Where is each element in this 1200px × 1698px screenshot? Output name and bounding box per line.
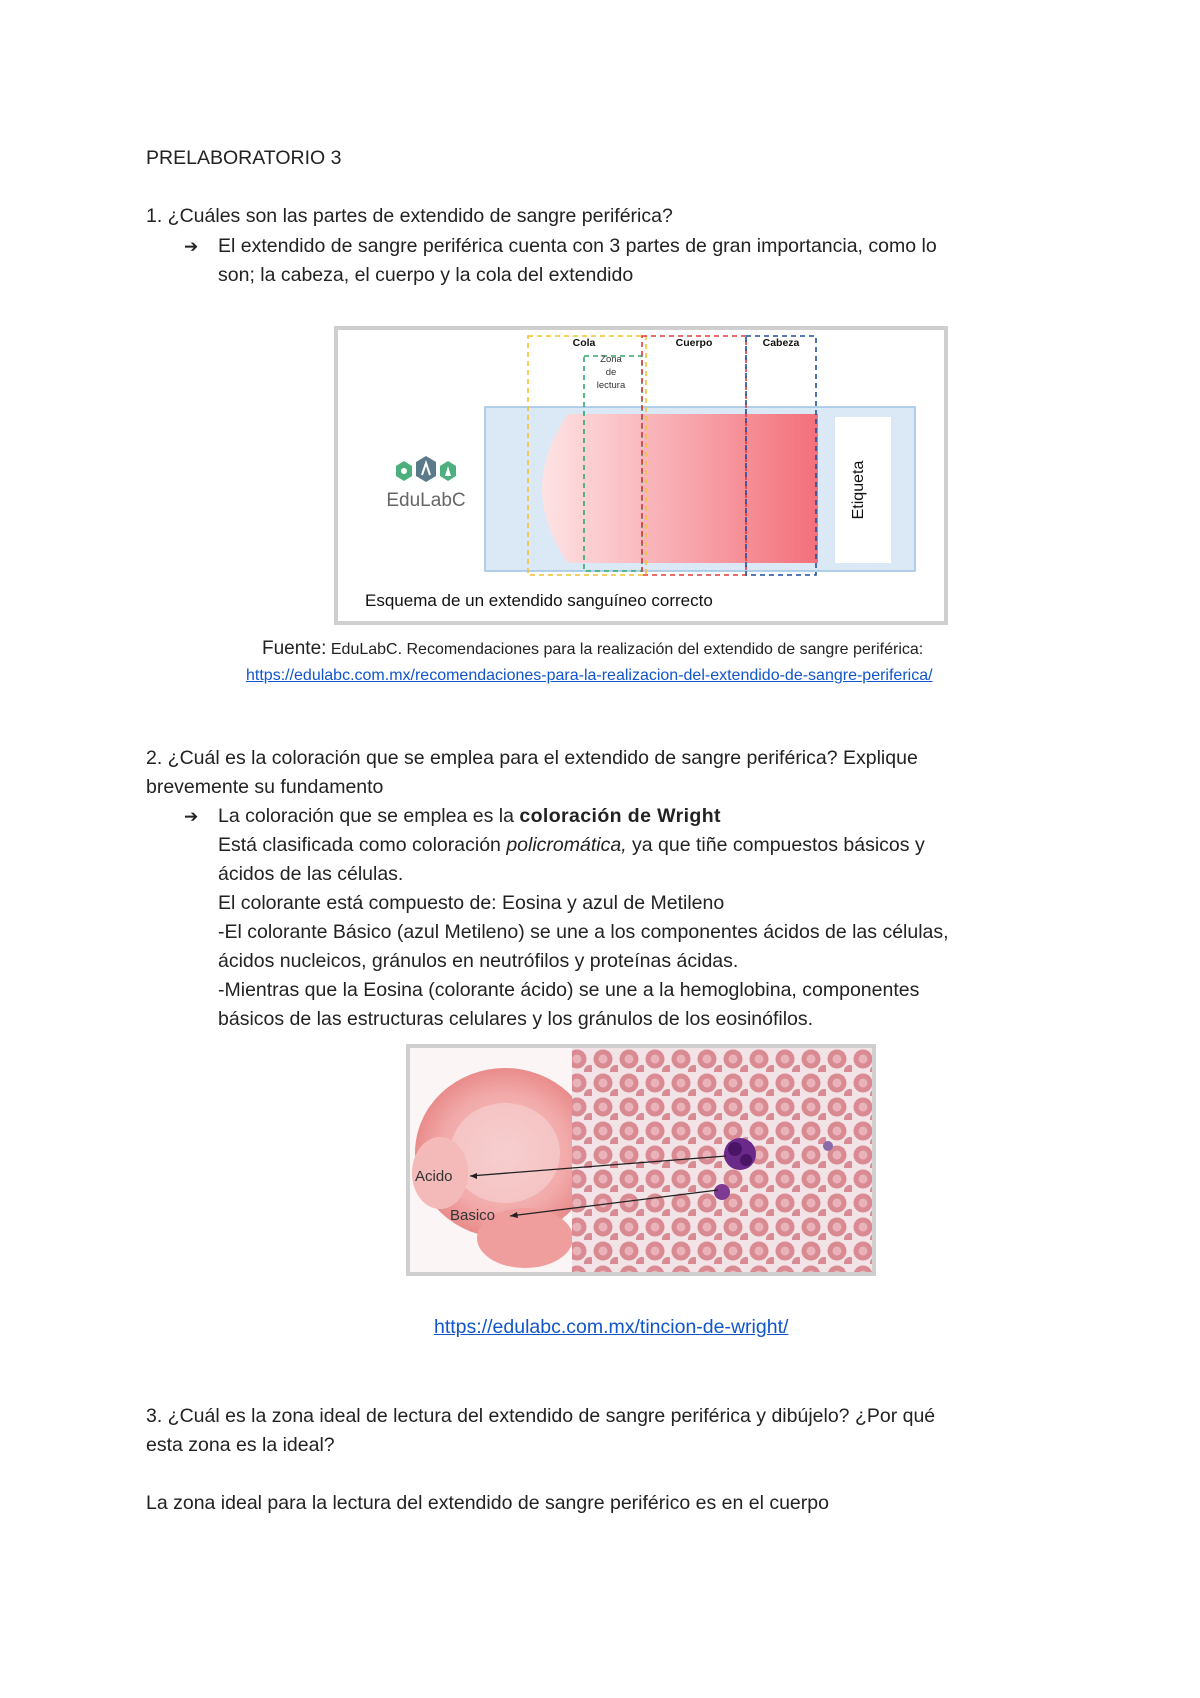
policromatica-term: policromática, bbox=[506, 834, 627, 856]
answer-2-line-2 bbox=[218, 831, 925, 860]
eosinophil bbox=[724, 1138, 756, 1170]
diagram-caption: Esquema de un extendido sanguíneo correcto bbox=[365, 591, 713, 610]
answer-2-line-2-pre: Está clasificada como coloración bbox=[218, 834, 507, 856]
micrograph-figure bbox=[406, 1044, 876, 1276]
smear-diagram bbox=[338, 330, 944, 621]
question-3-line-1: 3. ¿Cuál es la zona ideal de lectura del extendido de sangre periférica y dibújelo? ¿Por qué bbox=[146, 1405, 936, 1427]
answer-2-line-4: El colorante está compuesto de: Eosina y azul de Metileno bbox=[218, 892, 725, 914]
source-1-body: EduLabC. Recomendaciones para la realización del extendido de sangre periférica: bbox=[326, 641, 924, 658]
basophil bbox=[714, 1184, 730, 1200]
answer-1-line-2: son; la cabeza, el cuerpo y la cola del extendido bbox=[218, 264, 634, 286]
answer-2-line-6: ácidos nucleicos, gránulos en neutrófilos y proteínas ácidas. bbox=[218, 950, 739, 972]
answer-3: La zona ideal para la lectura del extendido de sangre periférico es en el cuerpo bbox=[146, 1492, 829, 1514]
etiqueta-label: Etiqueta bbox=[850, 460, 867, 520]
source-1-text bbox=[262, 636, 923, 663]
arrow-bullet-icon: ➔ bbox=[184, 237, 199, 256]
answer-2-line-8: básicos de las estructuras celulares y los gránulos de los eosinófilos. bbox=[218, 1008, 814, 1030]
wright-stain-term: coloración de Wright bbox=[519, 805, 721, 827]
zona-label-line-3: lectura bbox=[596, 380, 626, 391]
zona-label-line-1: Zona bbox=[600, 354, 622, 365]
source-1-link[interactable]: https://edulabc.com.mx/recomendaciones-para-la-realizacion-del-extendido-de-sangre-periferica/ bbox=[246, 667, 933, 684]
question-3-line-2: esta zona es la ideal? bbox=[146, 1434, 335, 1456]
question-1: 1. ¿Cuáles son las partes de extendido de sangre periférica? bbox=[146, 205, 673, 227]
edulabc-logo bbox=[396, 456, 456, 482]
answer-2-line-1 bbox=[218, 802, 721, 831]
source-2-link[interactable]: https://edulabc.com.mx/tincion-de-wright/ bbox=[434, 1316, 789, 1338]
smear-panel bbox=[572, 1048, 872, 1272]
source-1-prefix: Fuente: bbox=[262, 638, 327, 659]
basico-label: Basico bbox=[450, 1207, 496, 1224]
cuerpo-label: Cuerpo bbox=[675, 337, 713, 349]
answer-2-line-7: -Mientras que la Eosina (colorante ácido) se une a la hemoglobina, componentes bbox=[218, 979, 920, 1001]
answer-1-line-1: El extendido de sangre periférica cuenta con 3 partes de gran importancia, como lo bbox=[218, 235, 937, 257]
logo-text: EduLabC bbox=[386, 490, 466, 511]
acido-label: Acido bbox=[415, 1168, 453, 1185]
micrograph bbox=[410, 1048, 872, 1272]
cabeza-label: Cabeza bbox=[762, 337, 800, 349]
page-title: PRELABORATORIO 3 bbox=[146, 147, 342, 169]
question-2-line-1: 2. ¿Cuál es la coloración que se emplea para el extendido de sangre periférica? Explique bbox=[146, 747, 918, 769]
cola-label: Cola bbox=[572, 337, 596, 349]
answer-2-line-5: -El colorante Básico (azul Metileno) se une a los componentes ácidos de las células, bbox=[218, 921, 949, 943]
answer-2-line-3: ácidos de las células. bbox=[218, 863, 404, 885]
smear-diagram-figure bbox=[334, 326, 948, 625]
answer-2-intro: La coloración que se emplea es la bbox=[218, 805, 520, 827]
question-2-line-2: brevemente su fundamento bbox=[146, 776, 384, 798]
zona-label-line-2: de bbox=[605, 367, 617, 378]
arrow-bullet-icon: ➔ bbox=[184, 807, 199, 826]
answer-2-line-2-post: ya que tiñe compuestos básicos y bbox=[626, 834, 925, 856]
